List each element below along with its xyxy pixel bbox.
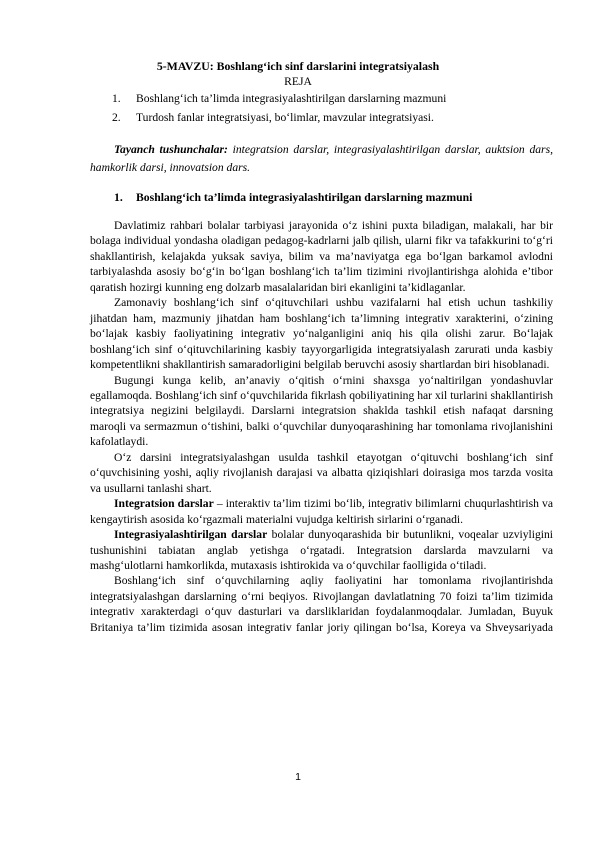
section-number: 1. <box>114 191 123 204</box>
paragraph: Boshlang‘ich sinf o‘quvchilarning aqliy faoliyatini har tomonlama rivojlantirishda integratsiyalashgan darslarning o‘rni beqiyos. Rivojlangan davlatlatning 70 foizi ta’lim tizimida integrativ xarakterdagi o‘quv dasturlari va darsliklaridan foydalanmoqdalar. Jumladan, Buyuk Britaniya ta’lim tizimida asosan integrativ fanlar joriy qilingan bo‘lsa, Koreya va Shveysariyada <box>90 574 553 634</box>
plan-item-number: 2. <box>112 110 121 124</box>
section-heading <box>114 190 554 205</box>
paragraph: O‘z darsini integratsiyalashgan usulda tashkil etayotgan o‘qituvchi boshlang‘ich sinf o‘quvchisining yoshi, aqliy rivojlanish darajasi va albatta qiziqishlari doirasiga mos tarzda vosita va usullarni tanlashi shart. <box>90 450 553 495</box>
paragraph-text: – interaktiv ta’lim tizimi bo‘lib, integrativ bilimlarni chuqurlashtirish va kengaytirish asosida ko‘rgazmali materialni vujudga keltirish sirlarini o‘rganadi. <box>90 497 553 526</box>
plan-heading: REJA <box>284 75 312 88</box>
plan-item-text: Boshlang‘ich ta’limda integrasiyalashtirilgan darslarning mazmuni <box>136 92 447 105</box>
page-number: 1 <box>295 771 301 783</box>
paragraph: Zamonaviy boshlang‘ich sinf o‘qituvchilari ushbu vazifalarni hal etish uchun tashkiliy jihatdan ham, mazmuniy jihatdan ham boshlang‘ich ta’limning integrativ xarakterini, o‘zining bo‘lajak kasbiy faoliyatining integrativ yo‘nalganligini aniq his qila olishi zarur. Bo‘lajak boshlang‘ich sinf o‘qituvchilarining kasbiy tayyorgarligida integratsiyalash zarurati unda kasbiy kompetentlikni shakllantirish samaradorligini belgilab beruvchi asosiy shartlardan biri hisoblanadi. <box>90 296 553 372</box>
paragraph-text: bolalar dunyoqarashida bir butunlikni, voqealar uzviyligini tushunishini tabiatan anglab yetishga o‘rgatadi. Integratsion darslarda mavzularni va mashg‘ulotlarni hamkorlikda, mutaxasis ishtirokida va o‘quvchilar faolligida o‘tiladi. <box>90 528 554 572</box>
keywords-label: Tayanch tushunchalar: <box>114 143 228 156</box>
term-bold: Integratsion darslar <box>114 497 214 511</box>
plan-item <box>112 90 552 109</box>
keywords-paragraph <box>90 141 553 178</box>
paragraph: Bugungi kunga kelib, an’anaviy o‘qitish o‘rnini shaxsga yo‘naltirilgan yondashuvlar egallamoqda. Boshlang‘ich sinf o‘quvchilarida fikrlash qobiliyatining har xil turlarini shakllantirish integratsiya negizini belgilaydi. Darslarni integratsion shaklda tashkil etish nafaqat darsning maroqli va sermazmun o‘tishini, balki o‘quvchilar dunyoqarashining har tomonlama rivojlanishini kafolatlaydi. <box>90 373 553 449</box>
body-text <box>90 218 553 635</box>
keywords-text: integratsion darslar, integrasiyalashtirilgan darslar, auktsion dars, hamkorlik darsi, innovatsion dars. <box>90 143 553 175</box>
plan-list <box>112 90 552 127</box>
term-bold: Integrasiyalashtirilgan darslar <box>114 528 268 542</box>
page-title: 5-MAVZU: Boshlang‘ich sinf darslarini integratsiyalash <box>156 59 440 73</box>
plan-item <box>112 109 552 128</box>
plan-item-number: 1. <box>112 92 121 105</box>
plan-item-text: Turdosh fanlar integratsiyasi, bo‘limlar, mavzular integratsiyasi. <box>136 110 434 124</box>
section-title: Boshlang‘ich ta’limda integrasiyalashtirilgan darslarning mazmuni <box>136 191 473 204</box>
paragraph <box>90 527 553 573</box>
paragraph <box>90 496 553 527</box>
paragraph: Davlatimiz rahbari bolalar tarbiyasi jarayonida o‘z ishini puxta biladigan, malakali, har bir bolaga individual yondasha oladigan pedagog-kadrlarni jalb qilish, ularni fikr va tafakkurini to‘g‘ri shakllantirish, kelajakda yuksak saviya, bilim va ma’naviyatga ega bo‘lgan barkamol avlodni tarbiyalashda asosiy bo‘g‘in bo‘lgan boshlang‘ich ta’lim tizimini rivojlantirishga alohida e’tibor qaratish hozirgi kunning eng dolzarb masalalaridan biri ekanligini ta’kidlaganlar. <box>90 219 553 294</box>
